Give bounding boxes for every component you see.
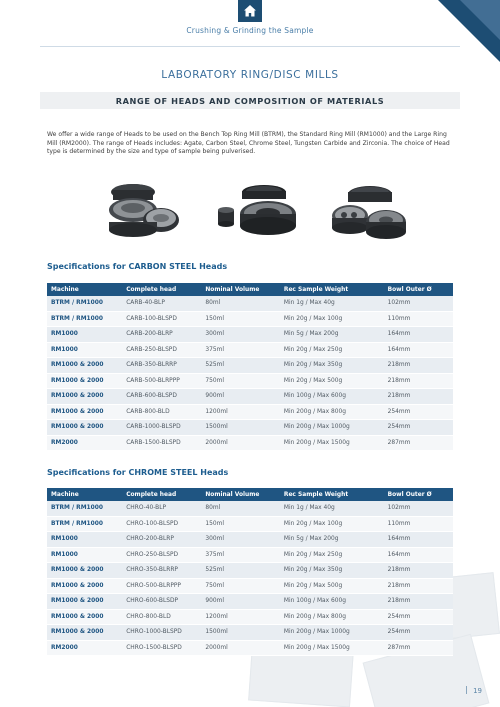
cell-complete-head: CHRO-100-BLSPD	[122, 516, 201, 532]
cell-bowl-outer: 218mm	[384, 578, 453, 594]
cell-machine: RM1000	[47, 342, 122, 358]
cell-complete-head: CARB-800-BLD	[122, 404, 201, 420]
cell-machine: BTRM / RM1000	[47, 311, 122, 327]
cell-complete-head: CARB-1000-BLSPD	[122, 420, 201, 436]
chrome-steel-head-image	[218, 182, 300, 242]
cell-complete-head: CARB-40-BLP	[122, 296, 201, 311]
cell-rec-sample-weight: Min 20g / Max 350g	[280, 358, 384, 374]
table-row	[47, 327, 453, 343]
page-number-text: 19	[473, 687, 482, 695]
column-header-rec-sample-weight: Rec Sample Weight	[280, 283, 384, 296]
cell-bowl-outer: 254mm	[384, 404, 453, 420]
cell-bowl-outer: 102mm	[384, 501, 453, 516]
cell-bowl-outer: 218mm	[384, 358, 453, 374]
cell-rec-sample-weight: Min 20g / Max 100g	[280, 311, 384, 327]
cell-complete-head: CHRO-200-BLRP	[122, 532, 201, 548]
cell-bowl-outer: 164mm	[384, 532, 453, 548]
cell-rec-sample-weight: Min 200g / Max 800g	[280, 404, 384, 420]
tungsten-carbide-head-image	[330, 182, 410, 244]
cell-complete-head: CARB-200-BLRP	[122, 327, 201, 343]
cell-nominal-volume: 900ml	[201, 389, 280, 405]
column-header-bowl-outer: Bowl Outer Ø	[384, 283, 453, 296]
cell-nominal-volume: 750ml	[201, 373, 280, 389]
cell-machine: RM1000 & 2000	[47, 578, 122, 594]
cell-machine: RM1000	[47, 547, 122, 563]
cell-complete-head: CARB-100-BLSPD	[122, 311, 201, 327]
table-row	[47, 563, 453, 579]
cell-machine: RM1000 & 2000	[47, 594, 122, 610]
section-title: Crushing & Grinding the Sample	[186, 26, 314, 35]
cell-rec-sample-weight: Min 1g / Max 40g	[280, 501, 384, 516]
cell-complete-head: CHRO-1000-BLSPD	[122, 625, 201, 641]
table-row	[47, 404, 453, 420]
cell-rec-sample-weight: Min 20g / Max 250g	[280, 342, 384, 358]
cell-bowl-outer: 164mm	[384, 342, 453, 358]
cell-complete-head: CHRO-500-BLRPPP	[122, 578, 201, 594]
table-row	[47, 311, 453, 327]
cell-machine: BTRM / RM1000	[47, 296, 122, 311]
table-header-row	[47, 283, 453, 296]
carbon-steel-table	[47, 283, 453, 451]
cell-bowl-outer: 110mm	[384, 516, 453, 532]
cell-nominal-volume: 525ml	[201, 563, 280, 579]
cell-bowl-outer: 110mm	[384, 311, 453, 327]
cell-rec-sample-weight: Min 20g / Max 100g	[280, 516, 384, 532]
column-header-rec-sample-weight: Rec Sample Weight	[280, 488, 384, 501]
cell-complete-head: CARB-500-BLRPPP	[122, 373, 201, 389]
cell-nominal-volume: 2000ml	[201, 640, 280, 656]
table-row	[47, 594, 453, 610]
cell-rec-sample-weight: Min 100g / Max 600g	[280, 389, 384, 405]
table-row	[47, 373, 453, 389]
cell-complete-head: CARB-250-BLSPD	[122, 342, 201, 358]
cell-rec-sample-weight: Min 200g / Max 1000g	[280, 420, 384, 436]
table-row	[47, 609, 453, 625]
cell-machine: RM1000 & 2000	[47, 389, 122, 405]
home-button[interactable]	[238, 0, 262, 22]
cell-complete-head: CHRO-1500-BLSPD	[122, 640, 201, 656]
cell-machine: RM1000	[47, 327, 122, 343]
cell-nominal-volume: 1500ml	[201, 420, 280, 436]
cell-rec-sample-weight: Min 5g / Max 200g	[280, 532, 384, 548]
cell-bowl-outer: 218mm	[384, 594, 453, 610]
cell-bowl-outer: 254mm	[384, 625, 453, 641]
cell-complete-head: CHRO-800-BLD	[122, 609, 201, 625]
table-header-row	[47, 488, 453, 501]
cell-nominal-volume: 900ml	[201, 594, 280, 610]
intro-paragraph: We offer a wide range of Heads to be used on the Bench Top Ring Mill (BTRM), the Standard Ring Mill (RM1000) and the Large Ring Mill (RM2000). The range of Heads includes: Agate, Carbon Steel, Chrome Steel, Tungsten Carbide and Zirconia. The choice of Head type is determined by the size and type of sample being pulverised.	[47, 131, 450, 156]
table-row	[47, 640, 453, 656]
table-row	[47, 501, 453, 516]
cell-bowl-outer: 218mm	[384, 389, 453, 405]
page-number	[466, 686, 482, 695]
cell-rec-sample-weight: Min 20g / Max 500g	[280, 373, 384, 389]
cell-machine: RM2000	[47, 640, 122, 656]
cell-bowl-outer: 218mm	[384, 563, 453, 579]
cell-nominal-volume: 300ml	[201, 327, 280, 343]
cell-machine: BTRM / RM1000	[47, 501, 122, 516]
table-row	[47, 435, 453, 451]
cell-machine: RM1000 & 2000	[47, 420, 122, 436]
cell-rec-sample-weight: Min 200g / Max 1000g	[280, 625, 384, 641]
cell-machine: RM1000 & 2000	[47, 563, 122, 579]
home-icon	[243, 4, 257, 18]
cell-machine: RM2000	[47, 435, 122, 451]
cell-bowl-outer: 254mm	[384, 420, 453, 436]
cell-nominal-volume: 2000ml	[201, 435, 280, 451]
chrome-steel-table	[47, 488, 453, 656]
cell-complete-head: CARB-1500-BLSPD	[122, 435, 201, 451]
cell-machine: RM1000 & 2000	[47, 609, 122, 625]
cell-nominal-volume: 525ml	[201, 358, 280, 374]
cell-rec-sample-weight: Min 20g / Max 500g	[280, 578, 384, 594]
cell-nominal-volume: 300ml	[201, 532, 280, 548]
cell-nominal-volume: 375ml	[201, 342, 280, 358]
column-header-bowl-outer: Bowl Outer Ø	[384, 488, 453, 501]
cell-nominal-volume: 80ml	[201, 501, 280, 516]
cell-machine: BTRM / RM1000	[47, 516, 122, 532]
table-row	[47, 532, 453, 548]
cell-bowl-outer: 164mm	[384, 327, 453, 343]
cell-nominal-volume: 1500ml	[201, 625, 280, 641]
table-row	[47, 547, 453, 563]
cell-nominal-volume: 1200ml	[201, 609, 280, 625]
carbon-steel-title: Specifications for CARBON STEEL Heads	[47, 262, 228, 271]
chrome-steel-title: Specifications for CHROME STEEL Heads	[47, 468, 229, 477]
page-heading: LABORATORY RING/DISC MILLS	[161, 69, 339, 81]
cell-nominal-volume: 80ml	[201, 296, 280, 311]
cell-nominal-volume: 375ml	[201, 547, 280, 563]
column-header-nominal-volume: Nominal Volume	[201, 488, 280, 501]
cell-rec-sample-weight: Min 200g / Max 1500g	[280, 435, 384, 451]
column-header-nominal-volume: Nominal Volume	[201, 283, 280, 296]
cell-rec-sample-weight: Min 200g / Max 800g	[280, 609, 384, 625]
cell-nominal-volume: 150ml	[201, 311, 280, 327]
page-number-divider	[466, 686, 467, 694]
cell-machine: RM1000 & 2000	[47, 625, 122, 641]
table-row	[47, 516, 453, 532]
cell-complete-head: CHRO-250-BLSPD	[122, 547, 201, 563]
cell-complete-head: CARB-350-BLRRP	[122, 358, 201, 374]
cell-rec-sample-weight: Min 1g / Max 40g	[280, 296, 384, 311]
column-header-machine: Machine	[47, 283, 122, 296]
cell-machine: RM1000 & 2000	[47, 404, 122, 420]
cell-bowl-outer: 102mm	[384, 296, 453, 311]
cell-bowl-outer: 287mm	[384, 435, 453, 451]
sub-heading: RANGE OF HEADS AND COMPOSITION OF MATERIALS	[115, 96, 385, 106]
cell-complete-head: CHRO-600-BLSDP	[122, 594, 201, 610]
cell-complete-head: CHRO-350-BLRRP	[122, 563, 201, 579]
cell-complete-head: CHRO-40-BLP	[122, 501, 201, 516]
cell-bowl-outer: 254mm	[384, 609, 453, 625]
table-row	[47, 625, 453, 641]
cell-rec-sample-weight: Min 5g / Max 200g	[280, 327, 384, 343]
column-header-complete-head: Complete head	[122, 488, 201, 501]
table-row	[47, 358, 453, 374]
table-row	[47, 389, 453, 405]
cell-nominal-volume: 150ml	[201, 516, 280, 532]
cell-complete-head: CARB-600-BLSPD	[122, 389, 201, 405]
cell-rec-sample-weight: Min 20g / Max 350g	[280, 563, 384, 579]
table-row	[47, 342, 453, 358]
table-row	[47, 420, 453, 436]
cell-nominal-volume: 1200ml	[201, 404, 280, 420]
cell-rec-sample-weight: Min 100g / Max 600g	[280, 594, 384, 610]
cell-bowl-outer: 218mm	[384, 373, 453, 389]
cell-machine: RM1000	[47, 532, 122, 548]
carbon-steel-head-image	[103, 180, 183, 242]
cell-nominal-volume: 750ml	[201, 578, 280, 594]
cell-machine: RM1000 & 2000	[47, 358, 122, 374]
cell-rec-sample-weight: Min 20g / Max 250g	[280, 547, 384, 563]
header-divider	[40, 46, 460, 47]
column-header-complete-head: Complete head	[122, 283, 201, 296]
cell-bowl-outer: 164mm	[384, 547, 453, 563]
cell-rec-sample-weight: Min 200g / Max 1500g	[280, 640, 384, 656]
cell-machine: RM1000 & 2000	[47, 373, 122, 389]
cell-bowl-outer: 287mm	[384, 640, 453, 656]
column-header-machine: Machine	[47, 488, 122, 501]
table-row	[47, 578, 453, 594]
table-row	[47, 296, 453, 311]
